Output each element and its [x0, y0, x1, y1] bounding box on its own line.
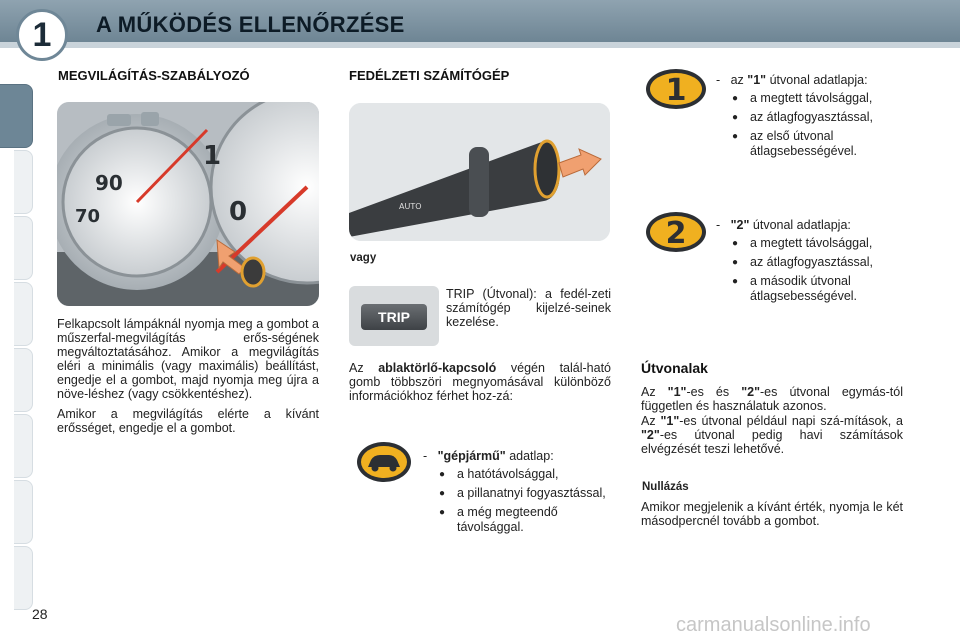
text: Az — [641, 385, 656, 399]
dash: - — [423, 449, 428, 463]
instrument-panel-photo — [57, 102, 319, 306]
list-item: ● a második útvonal átlagsebességével. — [732, 274, 912, 304]
list-item: ● az átlagfogyasztással, — [732, 255, 912, 270]
text: -es és — [686, 385, 730, 399]
wiper-stalk-photo — [349, 103, 610, 241]
routes-paragraph-1 — [641, 385, 903, 413]
text: -es útvonal pedig havi számítások elvégzését teszi lehetővé. — [641, 428, 903, 456]
chapter-number-badge: 1 — [16, 9, 68, 61]
intro-text: Az — [349, 361, 364, 375]
stalk-auto-label: AUTO — [399, 202, 422, 211]
chapter-tab[interactable] — [14, 546, 33, 610]
routes-heading: Útvonalak — [641, 360, 708, 376]
list-item: ● a megtett távolsággal, — [732, 236, 912, 251]
route1-badge — [645, 67, 707, 111]
page-title: A MŰKÖDÉS ELLENŐRZÉSE — [96, 12, 405, 37]
gauge-tick-70: 70 — [75, 206, 101, 227]
list-item: ● az első útvonal átlagsebességével. — [732, 129, 912, 159]
route1-key: "1" — [747, 73, 767, 87]
chapter-tab[interactable] — [14, 348, 33, 412]
route1-prefix: az — [730, 73, 744, 87]
dash: - — [716, 73, 721, 87]
trip-button[interactable]: TRIP — [361, 304, 427, 330]
route2-suffix: útvonal adatlapja: — [752, 218, 851, 232]
car-icon — [356, 440, 412, 484]
vehicle-data-list — [439, 467, 609, 539]
chapter-tab[interactable] — [14, 282, 33, 346]
gauge-tick-90: 90 — [95, 171, 123, 195]
chapter-tab[interactable] — [14, 216, 33, 280]
list-item: ● a még megteendő távolsággal. — [439, 505, 609, 535]
text: Az — [641, 414, 656, 428]
chapter-tab[interactable] — [14, 414, 33, 478]
route-key: "1" — [667, 385, 687, 399]
text: -es útvonal például napi szá-mítások, a — [679, 414, 903, 428]
gauge-tick-1: 1 — [203, 141, 222, 171]
route1-badge-graphic — [645, 67, 707, 111]
lighting-release-instructions: Amikor a megvilágítás elérte a kívánt erősséget, engedje el a gombot. — [57, 407, 319, 435]
chapter-tab-active[interactable] — [0, 84, 33, 148]
route2-line — [716, 218, 851, 232]
lighting-instructions: Felkapcsolt lámpáknál nyomja meg a gombot a műszerfal-megvilágítás erős-ségének megváltoztatásához. Amikor a megvilágítás eléri a minimális (vagy maximális) beállítást, engedje el a gombot, majd nyomja meg újra a növe-léshez (vagy csökkentéshez). — [57, 317, 319, 401]
route2-list — [732, 236, 912, 308]
intro-text: végén talál-ható gomb többszöri megnyomásával különböző információkhoz férhet hoz-zá: — [349, 361, 611, 403]
intro-bold-term: ablaktörlő-kapcsoló — [378, 361, 497, 375]
trip-computer-heading: FEDÉLZETI SZÁMÍTÓGÉP — [349, 68, 510, 83]
wiper-stalk-illustration — [349, 103, 610, 241]
chapter-tab[interactable] — [14, 480, 33, 544]
route2-badge-graphic — [645, 210, 707, 254]
route1-badge-number: 1 — [665, 73, 687, 108]
gauge-tick-0: 0 — [229, 197, 248, 227]
route2-badge-number: 2 — [665, 216, 687, 251]
trip-button-photo — [349, 286, 439, 346]
list-item: ● a hatótávolsággal, — [439, 467, 609, 482]
dash: - — [716, 218, 721, 232]
route-key: "2" — [641, 428, 660, 442]
or-label: vagy — [350, 252, 377, 264]
vehicle-data-title: "gépjármű" — [437, 449, 506, 463]
warning-light-icon — [141, 112, 159, 126]
route1-suffix: útvonal adatlapja: — [769, 73, 868, 87]
list-item: ● az átlagfogyasztással, — [732, 110, 912, 125]
watermark: carmanualsonline.info — [676, 614, 871, 636]
header-strip — [0, 42, 960, 48]
route1-list — [732, 91, 912, 163]
trip-description: TRIP (Útvonal): a fedél-zeti számítógép kijelzé-seinek kezelése. — [446, 287, 611, 329]
route-key: "2" — [741, 385, 761, 399]
chapter-tab[interactable] — [14, 150, 33, 214]
list-item: ● a megtett távolsággal, — [732, 91, 912, 106]
instrument-panel-illustration — [57, 102, 319, 306]
warning-light-icon — [107, 114, 131, 126]
route2-key: "2" — [730, 218, 750, 232]
trip-stalk-button-icon — [535, 141, 559, 197]
route-key: "1" — [660, 414, 680, 428]
reset-instructions: Amikor megjelenik a kívánt érték, nyomja le két másodpercnél tovább a gombot. — [641, 500, 903, 528]
route2-badge — [645, 210, 707, 254]
vehicle-data-badge — [356, 440, 412, 484]
list-item: ● a pillanatnyi fogyasztással, — [439, 486, 609, 501]
vehicle-data-suffix: adatlap: — [509, 449, 554, 463]
text: -es útvonal egymás-tól független és használatuk azonos. — [641, 385, 903, 413]
vehicle-data-line — [423, 449, 554, 463]
trip-computer-intro — [349, 361, 611, 403]
page-number: 28 — [32, 606, 48, 622]
routes-paragraph-2 — [641, 414, 903, 456]
reset-heading: Nullázás — [642, 481, 689, 493]
route1-line — [716, 73, 868, 87]
lighting-dimmer-heading: MEGVILÁGÍTÁS-SZABÁLYOZÓ — [58, 68, 250, 83]
dimmer-button-icon — [242, 258, 264, 286]
